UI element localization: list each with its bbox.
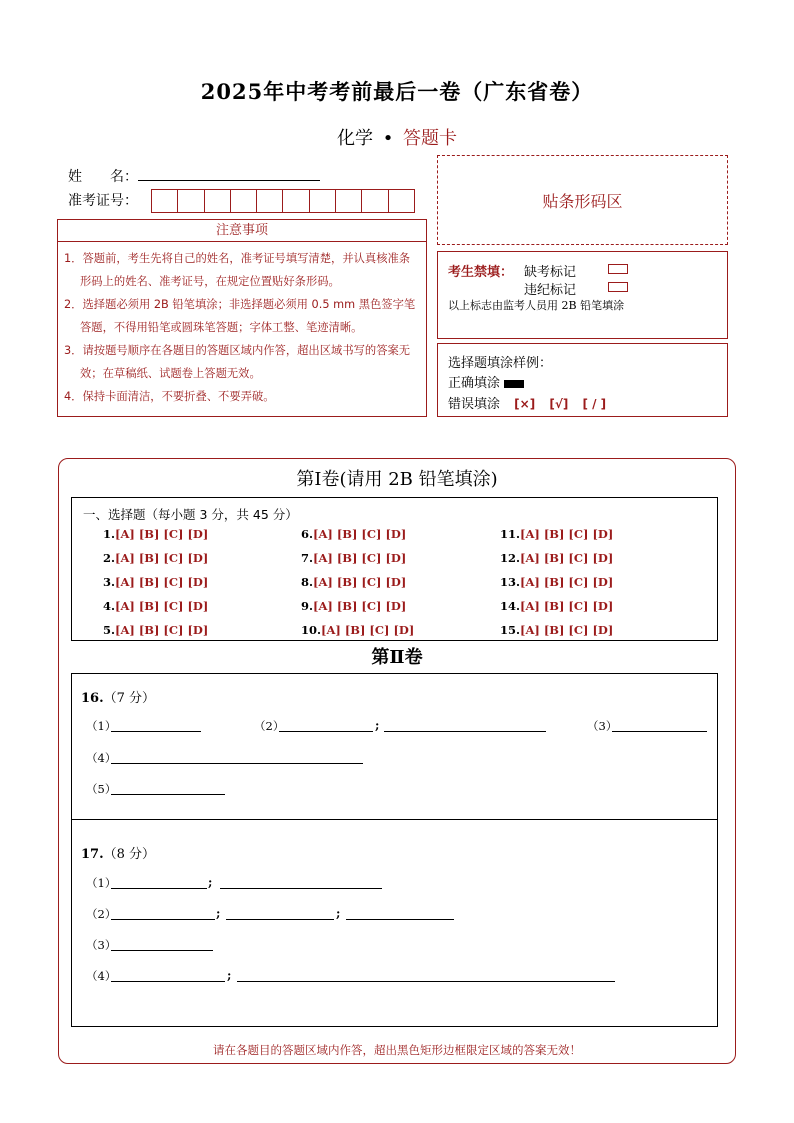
answer-options[interactable]: [A] [B] [C] [D]: [115, 575, 209, 589]
sample-title: 选择题填涂样例：: [448, 356, 553, 371]
id-digit-box[interactable]: [388, 189, 415, 213]
q17-part-label: （3）: [86, 938, 117, 952]
q17-answer-line[interactable]: [111, 949, 213, 951]
wrong-sample: [448, 393, 616, 412]
banned-label: 考生禁填：: [448, 265, 514, 280]
mc-question[interactable]: [500, 551, 613, 565]
mc-question[interactable]: [103, 527, 208, 541]
q17-answer-line[interactable]: [220, 887, 382, 889]
question-number: 14.: [500, 599, 521, 613]
q16-answer-line[interactable]: [111, 762, 363, 764]
answer-options[interactable]: [A] [B] [C] [D]: [313, 527, 407, 541]
wrong-mark-slash: [ / ]: [582, 397, 607, 411]
question-number: 6.: [301, 527, 314, 541]
id-digit-box[interactable]: [230, 189, 256, 213]
id-number-boxes[interactable]: [151, 189, 415, 213]
separator: ;: [216, 906, 221, 920]
notice-body: [57, 242, 427, 417]
mc-question[interactable]: [301, 551, 406, 565]
separator: ;: [227, 968, 232, 982]
q16-part-label: （3）: [587, 719, 618, 733]
q17-answer-line[interactable]: [111, 980, 225, 982]
barcode-area: [437, 155, 728, 245]
mc-question[interactable]: [500, 623, 613, 637]
question-number: 2.: [103, 551, 116, 565]
question-number: 5.: [103, 623, 116, 637]
mc-question[interactable]: [103, 551, 208, 565]
id-digit-box[interactable]: [256, 189, 282, 213]
q17-answer-line[interactable]: [111, 887, 207, 889]
mc-question[interactable]: [500, 599, 613, 613]
notice-item: 4．保持卡面清洁，不要折叠、不要弄破。: [64, 390, 275, 403]
fill-sample-box: [437, 343, 728, 417]
q16-answer-line[interactable]: [111, 793, 225, 795]
q17-answer-line[interactable]: [111, 918, 215, 920]
answer-options[interactable]: [A] [B] [C] [D]: [520, 575, 614, 589]
wrong-label: 错误填涂: [448, 397, 501, 412]
answer-options[interactable]: [A] [B] [C] [D]: [321, 623, 415, 637]
question-number: 11.: [500, 527, 521, 541]
answer-options[interactable]: [A] [B] [C] [D]: [520, 527, 614, 541]
mc-question[interactable]: [301, 575, 406, 589]
q17-number: 17.: [81, 847, 104, 862]
id-digit-box[interactable]: [361, 189, 387, 213]
q17-answer-line[interactable]: [226, 918, 334, 920]
id-label: 准考证号：: [68, 193, 138, 209]
q16-part-label: （4）: [86, 751, 117, 765]
q16-part-label: （2）: [254, 719, 285, 733]
absent-mark-box[interactable]: [608, 264, 628, 274]
question-number: 13.: [500, 575, 521, 589]
banned-note: 以上标志由监考人员用 2B 铅笔填涂: [448, 299, 625, 312]
answer-options[interactable]: [A] [B] [C] [D]: [115, 623, 209, 637]
id-digit-box[interactable]: [282, 189, 308, 213]
answer-options[interactable]: [A] [B] [C] [D]: [115, 599, 209, 613]
q17-title: [81, 843, 155, 862]
footer-warning: 请在各题目的答题区域内作答，超出黑色矩形边框限定区域的答案无效！: [213, 1043, 581, 1057]
q16-answer-line[interactable]: [279, 730, 373, 732]
notice-item: 3．请按题号顺序在各题目的答题区域内作答，超出区域书写的答案无效；在草稿纸、试题卷上答题无效。: [64, 344, 411, 380]
separator: ;: [336, 906, 341, 920]
q16-answer-box: [71, 673, 718, 820]
answer-options[interactable]: [A] [B] [C] [D]: [520, 551, 614, 565]
question-number: 10.: [301, 623, 322, 637]
violation-mark-box[interactable]: [608, 282, 628, 292]
subject-line: [0, 124, 794, 150]
question-number: 1.: [103, 527, 116, 541]
answer-options[interactable]: [A] [B] [C] [D]: [313, 599, 407, 613]
q16-part-label: （5）: [86, 782, 117, 796]
id-digit-box[interactable]: [177, 189, 203, 213]
q17-answer-line[interactable]: [237, 980, 615, 982]
answer-options[interactable]: [A] [B] [C] [D]: [115, 527, 209, 541]
notice-item: 2．选择题必须用 2B 铅笔填涂；非选择题必须用 0.5 mm 黑色签字笔答题，不得用铅笔或圆珠笔答题；字体工整、笔迹清晰。: [64, 298, 416, 334]
mc-question[interactable]: [500, 527, 613, 541]
q17-part-label: （4）: [86, 969, 117, 983]
page-title: 2025年中考考前最后一卷（广东省卷）: [200, 79, 594, 104]
mc-question[interactable]: [103, 623, 208, 637]
correct-sample: [448, 372, 524, 391]
mc-question[interactable]: [103, 599, 208, 613]
section1-title: 第Ⅰ卷(请用 2B 铅笔填涂): [296, 469, 498, 490]
q16-answer-line[interactable]: [612, 730, 707, 732]
mc-question[interactable]: [301, 623, 414, 637]
answer-options[interactable]: [A] [B] [C] [D]: [115, 551, 209, 565]
wrong-mark-check: [√]: [549, 397, 569, 411]
subject-name: 化学: [336, 128, 373, 149]
violation-label: 违纪标记: [524, 283, 577, 298]
separator: ;: [375, 718, 380, 732]
absent-label: 缺考标记: [524, 265, 577, 280]
mc-question[interactable]: [500, 575, 613, 589]
q17-answer-box: [71, 819, 718, 1027]
mc-question[interactable]: [301, 599, 406, 613]
question-number: 8.: [301, 575, 314, 589]
card-label: 答题卡: [403, 128, 458, 149]
question-number: 4.: [103, 599, 116, 613]
answer-options[interactable]: [A] [B] [C] [D]: [313, 551, 407, 565]
q16-part-label: （1）: [86, 719, 117, 733]
barcode-label: 贴条形码区: [542, 191, 623, 211]
mc-question[interactable]: [103, 575, 208, 589]
q17-part-label: （1）: [86, 876, 117, 890]
name-label: 姓 名：: [68, 169, 138, 185]
answer-options[interactable]: [A] [B] [C] [D]: [313, 575, 407, 589]
name-field[interactable]: [138, 166, 320, 181]
q16-number: 16.: [81, 691, 104, 706]
q17-answer-line[interactable]: [346, 918, 454, 920]
id-digit-box[interactable]: [309, 189, 335, 213]
separator: ;: [208, 875, 213, 889]
q17-score: （8 分）: [103, 847, 156, 862]
wrong-mark-cross: [×]: [514, 397, 536, 411]
answer-options[interactable]: [A] [B] [C] [D]: [520, 599, 614, 613]
filled-mark-icon: [504, 380, 524, 388]
section2-title: 第Ⅱ卷: [371, 647, 423, 668]
subject-dot: •: [382, 128, 394, 149]
id-digit-box[interactable]: [204, 189, 230, 213]
question-number: 9.: [301, 599, 314, 613]
q16-score: （7 分）: [103, 691, 156, 706]
question-number: 15.: [500, 623, 521, 637]
notice-heading: 注意事项: [57, 219, 427, 242]
mc-question[interactable]: [301, 527, 406, 541]
question-number: 3.: [103, 575, 116, 589]
answer-options[interactable]: [A] [B] [C] [D]: [520, 623, 614, 637]
examiner-marks-box: [437, 251, 728, 339]
q17-part-label: （2）: [86, 907, 117, 921]
question-number: 12.: [500, 551, 521, 565]
correct-label: 正确填涂: [448, 376, 501, 391]
q16-answer-line[interactable]: [111, 730, 201, 732]
q16-answer-line[interactable]: [384, 730, 546, 732]
question-number: 7.: [301, 551, 314, 565]
notice-item: 1．答题前，考生先将自己的姓名，准考证号填写清楚，并认真核准条形码上的姓名、准考证号，在规定位置贴好条形码。: [64, 252, 411, 288]
mc-heading: 一、选择题（每小题 3 分，共 45 分）: [83, 507, 298, 522]
id-digit-box[interactable]: [335, 189, 361, 213]
id-digit-box[interactable]: [151, 189, 177, 213]
q16-title: [81, 687, 155, 706]
